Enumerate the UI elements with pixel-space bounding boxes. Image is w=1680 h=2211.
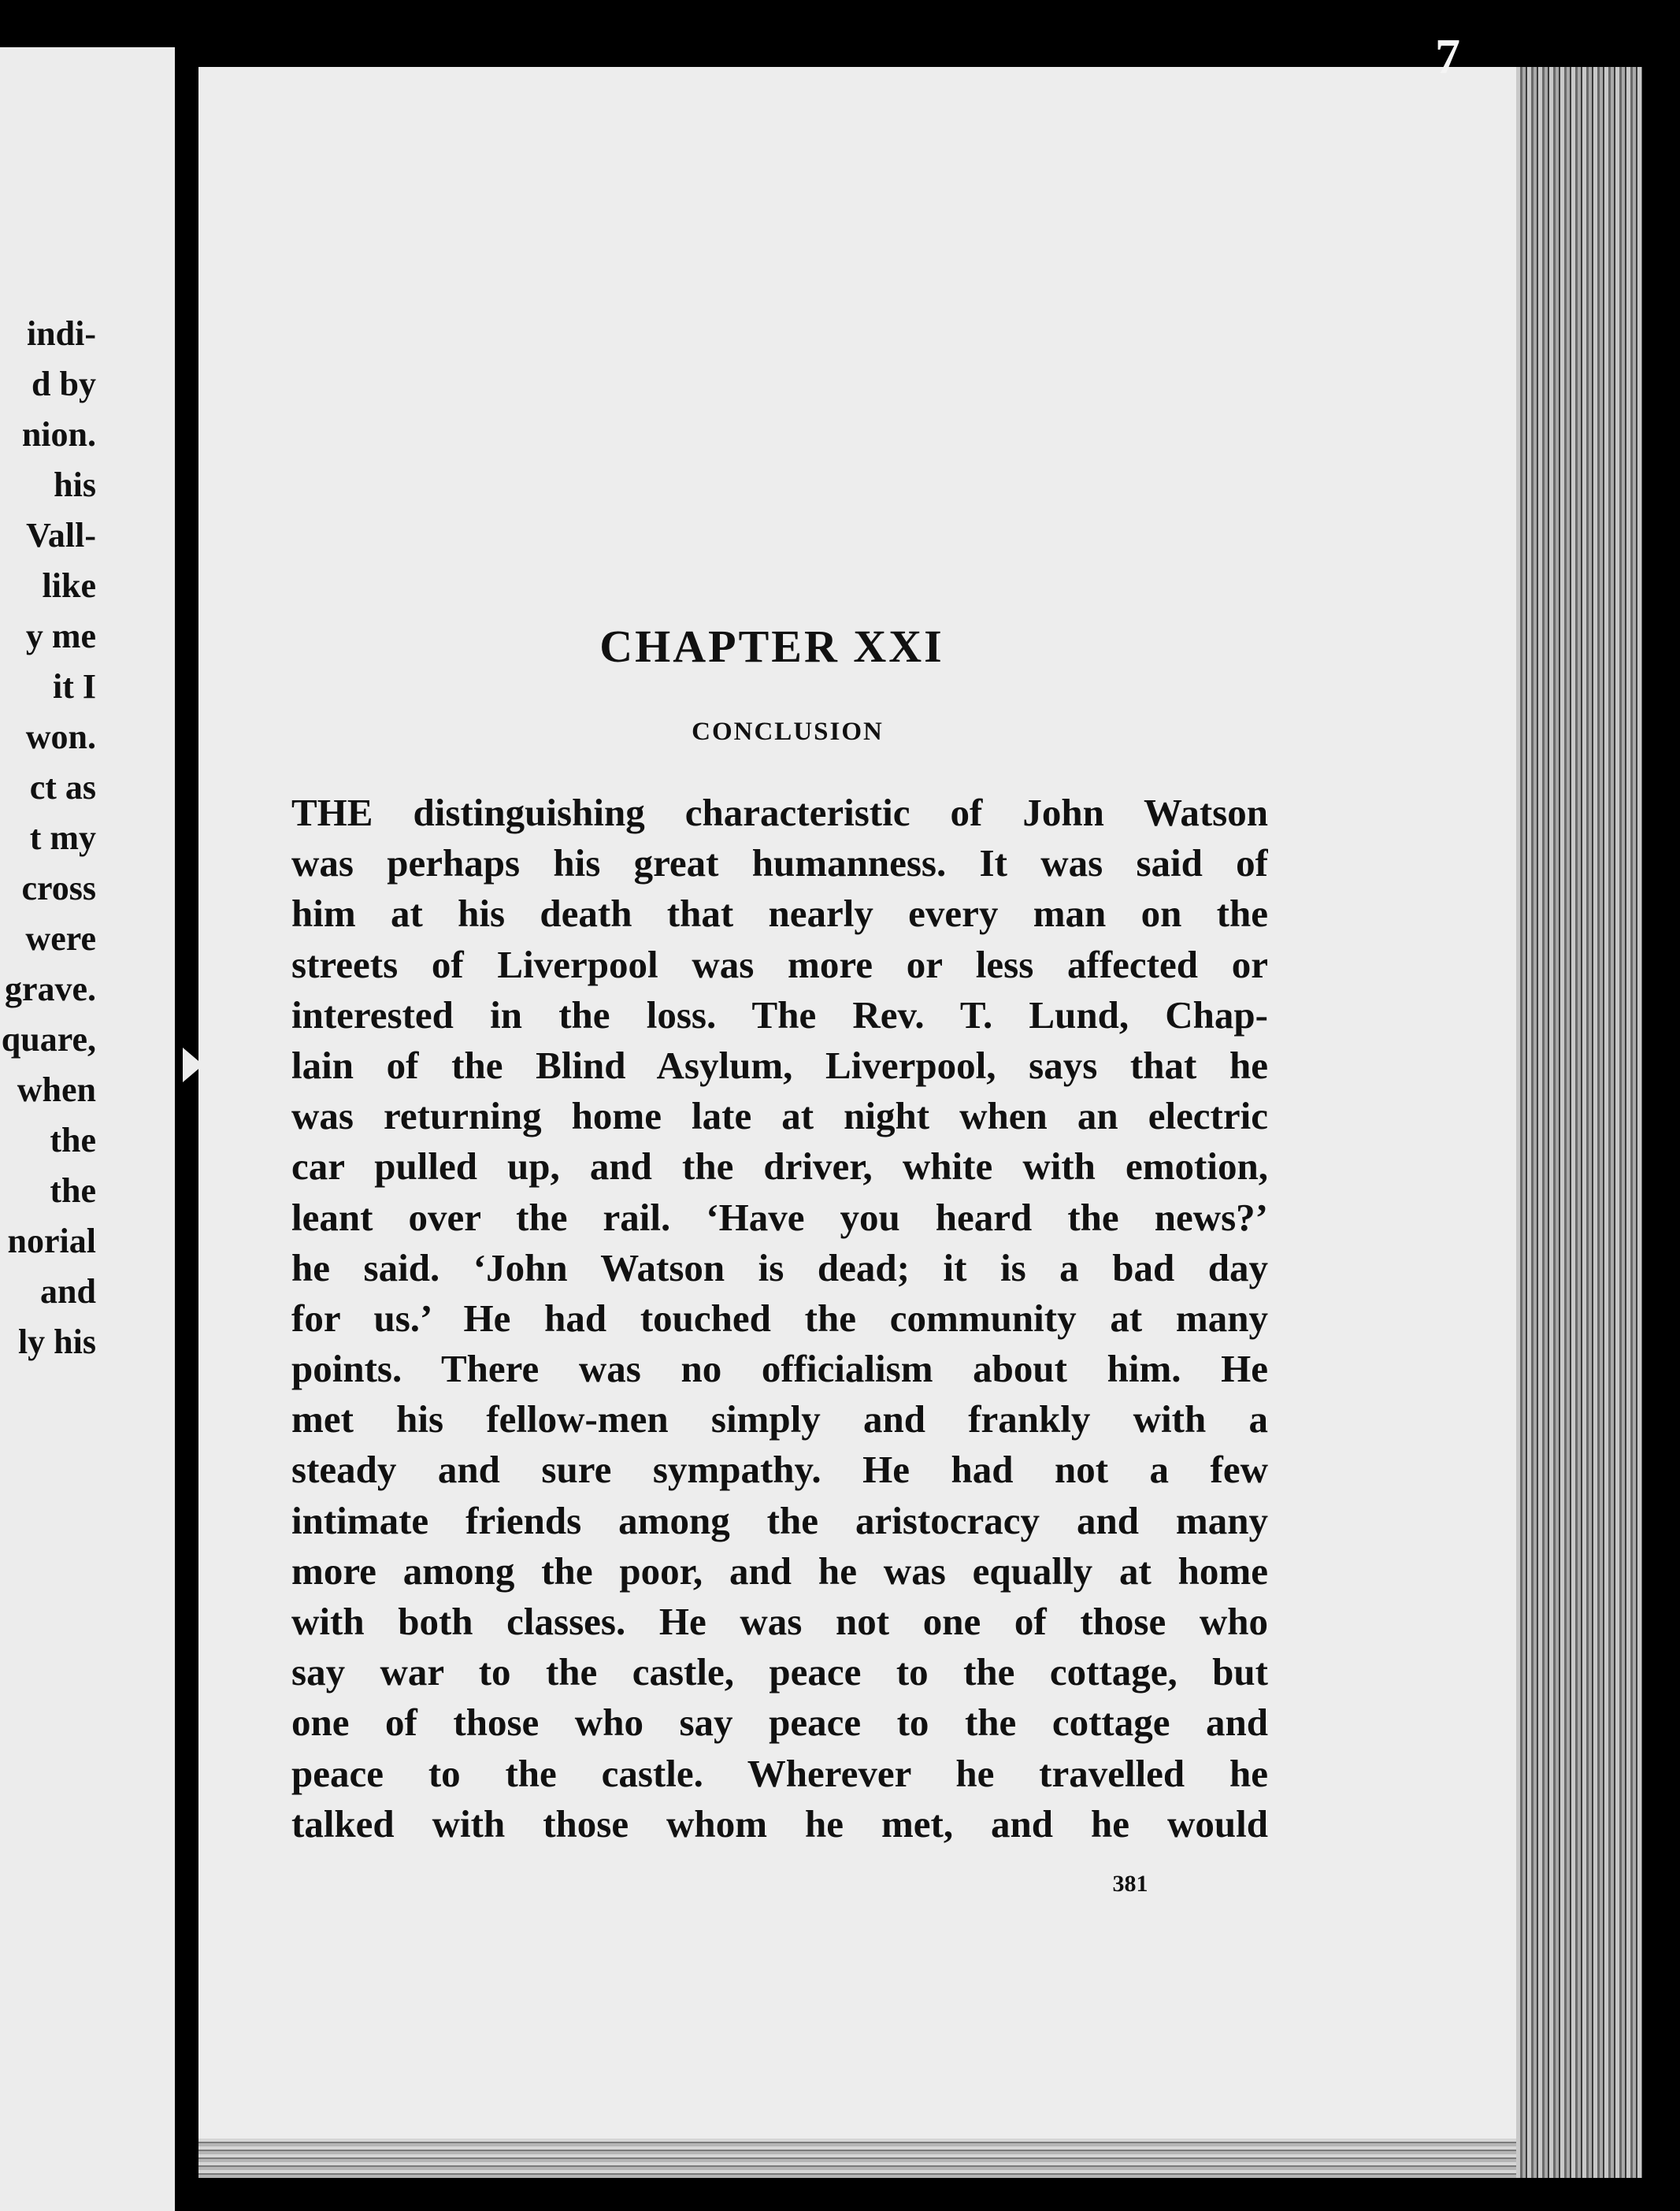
text-line: intimate friends among the aristocracy and many [291,1498,1268,1542]
facing-page-fragment: quare, [1,1020,96,1059]
facing-page-fragment: ly his [17,1323,96,1361]
page-stack-edge-bottom [198,2139,1516,2178]
page-stack-edge-right [1516,67,1642,2178]
text-line: say war to the castle, peace to the cottage, but [291,1650,1268,1694]
text-line: with both classes. He was not one of those who [291,1600,1268,1643]
text-line: streets of Liverpool was more or less affected or [291,942,1268,986]
text-line: THE distinguishing characteristic of John Watson [291,791,1268,834]
text-line: steady and sure sympathy. He had not a few [291,1448,1268,1492]
facing-page-fragment: nion. [21,415,96,454]
text-line: peace to the castle. Wherever he travelled he [291,1751,1268,1795]
text-line: leant over the rail. ‘Have you heard the news?’ [291,1195,1268,1239]
text-line: one of those who say peace to the cottage and [291,1701,1268,1745]
chapter-title: CHAPTER XXI [599,621,944,672]
scan-corner-mark: 7 [1435,28,1460,84]
facing-page-left [0,47,175,2211]
text-line: was perhaps his great humanness. It was said of [291,841,1268,885]
text-line: met his fellow-men simply and frankly with a [291,1397,1268,1441]
chapter-subtitle: CONCLUSION [692,718,884,746]
facing-page-fragment: d by [32,365,96,403]
scan-top-border [0,0,1680,67]
text-line: more among the poor, and he was equally at home [291,1549,1268,1593]
facing-page-fragment: his [54,466,96,504]
facing-page-fragment: won. [25,718,96,756]
text-line: lain of the Blind Asylum, Liverpool, says that he [291,1043,1268,1087]
facing-page-fragment: grave. [4,970,96,1008]
scan-right-border [1642,67,1680,2178]
page-number: 381 [1112,1871,1148,1897]
facing-page-fragment: y me [25,617,96,655]
facing-page-fragment: the [50,1121,96,1159]
text-line: talked with those whom he met, and he would [291,1801,1268,1846]
facing-page-fragment: Vall- [26,516,96,555]
facing-page-fragment: the [50,1171,96,1210]
text-line: car pulled up, and the driver, white with emotion, [291,1144,1268,1189]
facing-page-fragment: were [25,919,96,958]
facing-page-fragment: cross [21,869,96,907]
facing-page-fragment: indi- [26,314,96,353]
facing-page-fragment: and [40,1272,96,1311]
scan-bottom-border [175,2178,1680,2211]
facing-page-fragment: ct as [29,768,96,807]
text-line: for us.’ He had touched the community at many [291,1296,1268,1340]
page-notch [183,1048,203,1082]
facing-page-fragment: t my [29,818,96,857]
facing-page-fragment: like [42,566,96,605]
facing-page-fragment: when [17,1070,96,1109]
text-line: him at his death that nearly every man on the [291,892,1268,936]
text-line: was returning home late at night when an electric [291,1094,1268,1138]
facing-page-fragment: norial [7,1222,96,1260]
chapter-body-text [291,788,1268,1849]
text-line: he said. ‘John Watson is dead; it is a bad day [291,1245,1268,1289]
text-line: points. There was no officialism about him. He [291,1347,1268,1391]
book-gutter [175,47,198,2211]
facing-page-fragment: it I [53,667,96,706]
text-line: interested in the loss. The Rev. T. Lund, Chap- [291,992,1268,1037]
